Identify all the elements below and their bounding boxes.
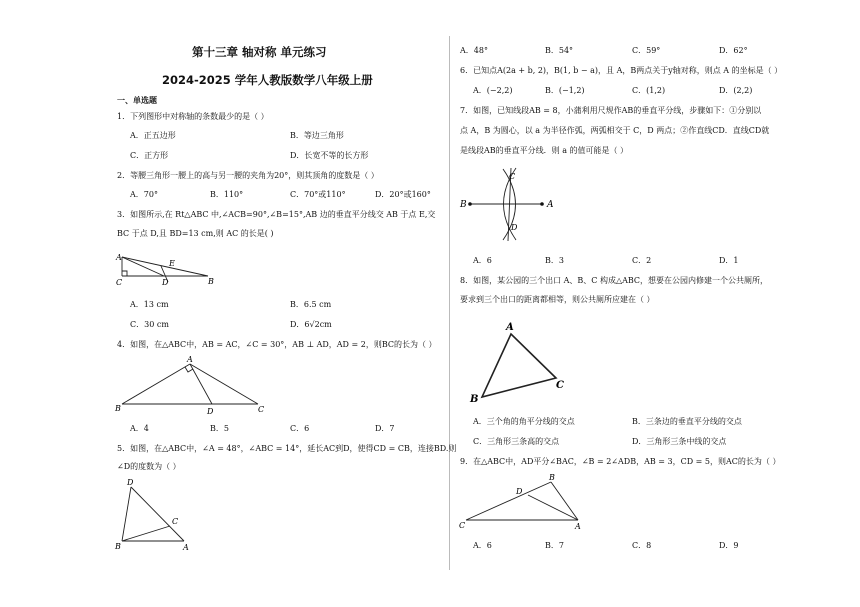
q4-label-B: B (115, 404, 121, 413)
q5-label-D: D (127, 478, 134, 487)
q9-label-D: D (516, 487, 523, 496)
q8-option-d: D．三角形三条中线的交点 (632, 437, 727, 446)
q5-option-b: B．54° (545, 46, 574, 55)
q3-label-C: C (116, 278, 123, 287)
q8-label-B: B (470, 394, 479, 405)
q6-stem: 6．已知点A(2a + b, 2)，B(1, b − a)，且 A，B两点关于y轴对称，则点 A 的坐标是（ ） (460, 66, 783, 75)
q7-label-B: B (460, 200, 467, 210)
q7-option-c: C．2 (632, 256, 652, 265)
q1-option-d: D．长宽不等的长方形 (290, 151, 369, 160)
q5-stem-line1: 5．如图，在△ABC中，∠A = 48°，∠ABC = 14°，延长AC到D，使得CD = CB，连接BD.则 (117, 444, 457, 453)
q4-option-d: D．7 (375, 424, 395, 433)
q3-stem-line2: BC 于点 D,且 BD=13 cm,则 AC 的长是( ) (117, 229, 274, 238)
q3-stem-line1: 3．如图所示,在 Rt△ABC 中,∠ACB=90°,∠B=15°,AB 边的垂直平分线交 AB 于点 E,交 (117, 210, 436, 219)
q8-option-b: B．三条边的垂直平分线的交点 (632, 417, 742, 426)
q8-stem-line2: 要求到三个出口的距离都相等，则公共厕所应建在（ ） (460, 295, 655, 304)
q9-label-A: A (575, 522, 581, 531)
q4-option-a: A．4 (130, 424, 149, 433)
q7-label-D: D (511, 223, 518, 232)
q1-option-b: B．等边三角形 (290, 131, 344, 140)
q6-option-d: D．(2,2) (719, 86, 753, 95)
section-heading: 一、单选题 (117, 96, 157, 105)
q7-stem-line2: 点 A，B 为圆心，以 a 为半径作弧，两弧相交于 C，D 两点；②作直线CD．直线CD就 (460, 126, 770, 135)
q9-label-B: B (549, 473, 555, 482)
q5-option-a: A．48° (460, 46, 488, 55)
q7-stem-line3: 是线段AB的垂直平分线．则 a 的值可能是（ ） (460, 146, 629, 155)
q6-option-c: C．(1,2) (632, 86, 666, 95)
q7-stem-line1: 7．如图，已知线段AB = 8，小蒲利用尺规作AB的垂直平分线，步骤如下：①分别以 (460, 106, 762, 115)
q2-option-a: A．70° (130, 190, 158, 199)
q9-option-c: C．8 (632, 541, 652, 550)
q9-option-d: D．9 (719, 541, 739, 550)
q5-label-A: A (183, 543, 189, 552)
q8-label-C: C (556, 380, 564, 391)
q5-label-C: C (172, 517, 179, 526)
q9-option-b: B．7 (545, 541, 564, 550)
q7-option-d: D．1 (719, 256, 739, 265)
q3-option-a: A．13 cm (130, 300, 169, 309)
q5-option-c: C．59° (632, 46, 661, 55)
q1-option-c: C．正方形 (130, 151, 169, 160)
q1-option-a: A．正五边形 (130, 131, 176, 140)
q7-option-a: A．6 (473, 256, 492, 265)
q4-option-b: B．5 (210, 424, 229, 433)
q2-stem: 2．等腰三角形一腰上的高与另一腰的夹角为20°，则其顶角的度数是（ ） (117, 171, 379, 180)
q8-stem-line1: 8．如图，某公园的三个出口 A、B、C 构成△ABC，想要在公园内修建一个公共厕所， (460, 276, 769, 285)
q3-label-D: D (162, 278, 169, 287)
q3-label-A: A (116, 253, 122, 262)
q6-option-a: A．(−2,2) (473, 86, 513, 95)
q7-label-C: C (509, 172, 516, 181)
q8-label-A: A (506, 322, 514, 333)
q7-option-b: B．3 (545, 256, 564, 265)
q8-option-a: A．三个角的角平分线的交点 (473, 417, 575, 426)
q4-label-A: A (187, 355, 193, 364)
q4-option-c: C．6 (290, 424, 310, 433)
q3-label-E: E (169, 259, 175, 268)
q7-label-A: A (547, 200, 554, 210)
q9-stem: 9．在△ABC中，AD平分∠BAC，∠B = 2∠ADB，AB = 3，CD = 5，则AC的长为（ ） (460, 457, 781, 466)
q1-stem: 1．下列图形中对称轴的条数最少的是（ ） (117, 112, 269, 121)
page-title: 第十三章 轴对称 单元练习 (192, 45, 327, 59)
q3-label-B: B (208, 277, 214, 286)
q3-option-c: C．30 cm (130, 320, 169, 329)
q5-stem-line2: ∠D的度数为（ ） (117, 462, 181, 471)
q5-option-d: D．62° (719, 46, 748, 55)
q9-label-C: C (459, 521, 466, 530)
page-subtitle: 2024-2025 学年人教版数学八年级上册 (162, 73, 373, 87)
q4-stem: 4．如图，在△ABC中，AB = AC，∠C = 30°，AB ⊥ AD，AD = 2，则BC的长为（ ） (117, 340, 437, 349)
q8-option-c: C．三角形三条高的交点 (473, 437, 560, 446)
q2-option-d: D．20°或160° (375, 190, 431, 199)
q3-option-d: D．6√2cm (290, 320, 332, 329)
q2-option-c: C．70°或110° (290, 190, 346, 199)
q9-option-a: A．6 (473, 541, 492, 550)
q6-option-b: B．(−1,2) (545, 86, 585, 95)
q2-option-b: B．110° (210, 190, 244, 199)
q3-option-b: B．6.5 cm (290, 300, 332, 309)
q4-label-D: D (207, 407, 214, 416)
q5-label-B: B (115, 542, 121, 551)
q4-label-C: C (258, 405, 265, 414)
